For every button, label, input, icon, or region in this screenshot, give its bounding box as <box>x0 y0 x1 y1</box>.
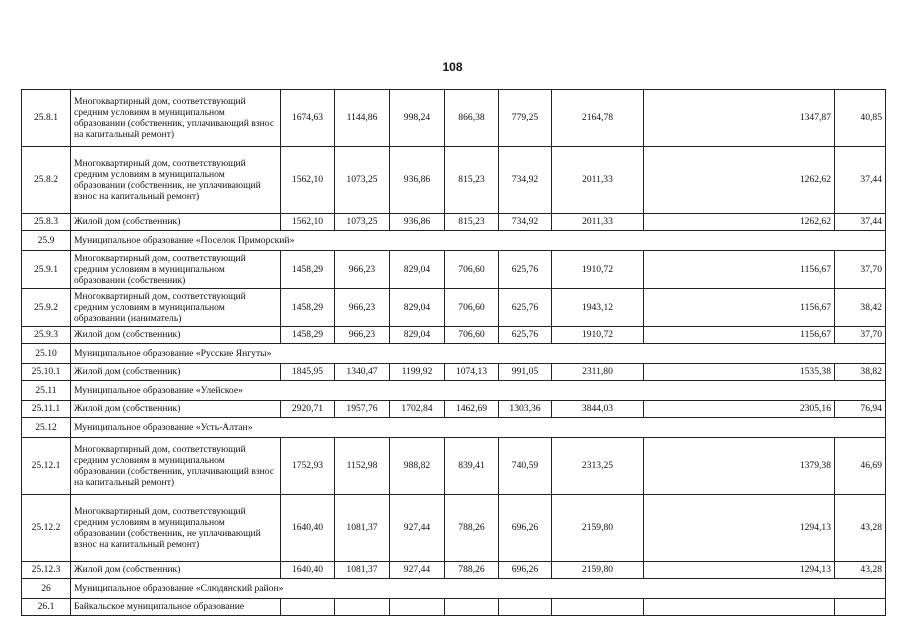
value-cell-3: 829,04 <box>390 289 445 327</box>
value-cell-3: 1702,84 <box>390 401 445 418</box>
value-cell-1: 1845,95 <box>281 364 335 381</box>
row-name: Многоквартирный дом, соответствующий средним условиям в муниципальном образовании (собственник, уплачивающий взнос на капитальный ремонт) <box>71 438 281 495</box>
value-cell-7: 1156,67 <box>644 289 835 327</box>
value-cell-8: 46,69 <box>835 438 886 495</box>
section-title: Муниципальное образование «Усть-Алтан» <box>71 418 886 438</box>
value-cell-3: 829,04 <box>390 251 445 289</box>
value-cell-8: 43,28 <box>835 562 886 579</box>
value-cell-6: 2311,80 <box>552 364 644 381</box>
value-cell-7: 1379,38 <box>644 438 835 495</box>
value-cell-6: 1910,72 <box>552 251 644 289</box>
value-cell-3: 936,86 <box>390 147 445 214</box>
page-number: 108 <box>442 60 463 74</box>
section-row <box>22 579 886 599</box>
value-cell-7: 1535,38 <box>644 364 835 381</box>
value-cell-5: 734,92 <box>499 214 552 231</box>
row-name: Байкальское муниципальное образование <box>71 599 281 616</box>
value-cell-4: 788,26 <box>445 562 499 579</box>
row-code: 25.8.3 <box>22 214 71 231</box>
value-cell-6: 1910,72 <box>552 327 644 344</box>
value-cell-8: 37,70 <box>835 327 886 344</box>
value-cell-4: 839,41 <box>445 438 499 495</box>
value-cell-8: 37,44 <box>835 214 886 231</box>
value-cell-1: 1674,63 <box>281 90 335 147</box>
value-cell-1: 1752,93 <box>281 438 335 495</box>
value-cell-4 <box>445 599 499 616</box>
value-cell-4: 706,60 <box>445 327 499 344</box>
value-cell-5: 779,25 <box>499 90 552 147</box>
row-code: 25.9.3 <box>22 327 71 344</box>
row-code: 25.12.3 <box>22 562 71 579</box>
section-row <box>22 231 886 251</box>
row-name: Многоквартирный дом, соответствующий средним условиям в муниципальном образовании (собственник, уплачивающий взнос на капитальный ремонт) <box>71 90 281 147</box>
row-code: 25.11 <box>22 381 71 401</box>
value-cell-6 <box>552 599 644 616</box>
value-cell-5: 625,76 <box>499 327 552 344</box>
value-cell-4: 1462,69 <box>445 401 499 418</box>
row-code: 25.11.1 <box>22 401 71 418</box>
value-cell-4: 815,23 <box>445 214 499 231</box>
value-cell-2: 966,23 <box>335 327 390 344</box>
value-cell-2: 966,23 <box>335 289 390 327</box>
row-code: 25.9.2 <box>22 289 71 327</box>
value-cell-6: 2011,33 <box>552 147 644 214</box>
value-cell-2: 1073,25 <box>335 147 390 214</box>
value-cell-4: 1074,13 <box>445 364 499 381</box>
value-cell-5: 1303,36 <box>499 401 552 418</box>
value-cell-1: 1640,40 <box>281 495 335 562</box>
value-cell-2: 1340,47 <box>335 364 390 381</box>
value-cell-5: 696,26 <box>499 562 552 579</box>
value-cell-1: 2920,71 <box>281 401 335 418</box>
value-cell-3: 1199,92 <box>390 364 445 381</box>
value-cell-5: 625,76 <box>499 251 552 289</box>
value-cell-2: 966,23 <box>335 251 390 289</box>
table-row <box>22 562 886 579</box>
value-cell-4: 788,26 <box>445 495 499 562</box>
tariff-table <box>21 89 886 616</box>
value-cell-4: 866,38 <box>445 90 499 147</box>
value-cell-2: 1144,86 <box>335 90 390 147</box>
value-cell-5: 734,92 <box>499 147 552 214</box>
value-cell-8: 40,85 <box>835 90 886 147</box>
row-code: 25.10.1 <box>22 364 71 381</box>
row-name: Жилой дом (собственник) <box>71 327 281 344</box>
row-code: 26 <box>22 579 71 599</box>
value-cell-8 <box>835 599 886 616</box>
row-code: 25.8.2 <box>22 147 71 214</box>
value-cell-5: 696,26 <box>499 495 552 562</box>
value-cell-5: 991,05 <box>499 364 552 381</box>
value-cell-6: 1943,12 <box>552 289 644 327</box>
row-name: Жилой дом (собственник) <box>71 401 281 418</box>
row-code: 25.8.1 <box>22 90 71 147</box>
value-cell-7: 1347,87 <box>644 90 835 147</box>
row-code: 25.9.1 <box>22 251 71 289</box>
value-cell-6: 3844,03 <box>552 401 644 418</box>
table-row <box>22 214 886 231</box>
row-code: 25.9 <box>22 231 71 251</box>
value-cell-1 <box>281 599 335 616</box>
value-cell-2: 1081,37 <box>335 495 390 562</box>
value-cell-3: 829,04 <box>390 327 445 344</box>
table-row <box>22 401 886 418</box>
table-row <box>22 599 886 616</box>
table-row <box>22 495 886 562</box>
value-cell-7: 2305,16 <box>644 401 835 418</box>
value-cell-7: 1294,13 <box>644 562 835 579</box>
row-name: Многоквартирный дом, соответствующий средним условиям в муниципальном образовании (наниматель) <box>71 289 281 327</box>
value-cell-6: 2313,25 <box>552 438 644 495</box>
value-cell-4: 706,60 <box>445 289 499 327</box>
value-cell-6: 2159,80 <box>552 562 644 579</box>
row-code: 25.12.2 <box>22 495 71 562</box>
value-cell-3: 988,82 <box>390 438 445 495</box>
section-title: Муниципальное образование «Слюдянский район» <box>71 579 886 599</box>
value-cell-7: 1156,67 <box>644 327 835 344</box>
value-cell-7 <box>644 599 835 616</box>
table-row <box>22 364 886 381</box>
value-cell-8: 43,28 <box>835 495 886 562</box>
table-row <box>22 251 886 289</box>
value-cell-3: 936,86 <box>390 214 445 231</box>
value-cell-2: 1081,37 <box>335 562 390 579</box>
value-cell-5: 740,59 <box>499 438 552 495</box>
row-name: Жилой дом (собственник) <box>71 364 281 381</box>
value-cell-1: 1458,29 <box>281 289 335 327</box>
value-cell-7: 1294,13 <box>644 495 835 562</box>
row-name: Многоквартирный дом, соответствующий средним условиям в муниципальном образовании (собственник, не уплачивающий взнос на капитальный ремонт) <box>71 147 281 214</box>
value-cell-8: 38,42 <box>835 289 886 327</box>
value-cell-6: 2164,78 <box>552 90 644 147</box>
table-row <box>22 438 886 495</box>
row-code: 25.12 <box>22 418 71 438</box>
section-row <box>22 344 886 364</box>
value-cell-7: 1262,62 <box>644 147 835 214</box>
table-row <box>22 327 886 344</box>
value-cell-8: 76,94 <box>835 401 886 418</box>
value-cell-7: 1262,62 <box>644 214 835 231</box>
value-cell-8: 37,70 <box>835 251 886 289</box>
value-cell-1: 1458,29 <box>281 327 335 344</box>
row-name: Многоквартирный дом, соответствующий средним условиям в муниципальном образовании (собственник) <box>71 251 281 289</box>
value-cell-2: 1152,98 <box>335 438 390 495</box>
section-row <box>22 418 886 438</box>
value-cell-1: 1640,40 <box>281 562 335 579</box>
table-row <box>22 289 886 327</box>
row-name: Жилой дом (собственник) <box>71 562 281 579</box>
value-cell-2: 1957,76 <box>335 401 390 418</box>
value-cell-8: 37,44 <box>835 147 886 214</box>
row-code: 26.1 <box>22 599 71 616</box>
row-name: Многоквартирный дом, соответствующий средним условиям в муниципальном образовании (собственник, не уплачивающий взнос на капитальный ремонт) <box>71 495 281 562</box>
value-cell-5 <box>499 599 552 616</box>
value-cell-3: 927,44 <box>390 562 445 579</box>
value-cell-1: 1458,29 <box>281 251 335 289</box>
row-name: Жилой дом (собственник) <box>71 214 281 231</box>
value-cell-2 <box>335 599 390 616</box>
row-code: 25.10 <box>22 344 71 364</box>
section-title: Муниципальное образование «Улейское» <box>71 381 886 401</box>
value-cell-4: 706,60 <box>445 251 499 289</box>
section-title: Муниципальное образование «Русские Янгуты» <box>71 344 886 364</box>
value-cell-4: 815,23 <box>445 147 499 214</box>
value-cell-7: 1156,67 <box>644 251 835 289</box>
value-cell-6: 2159,80 <box>552 495 644 562</box>
section-row <box>22 381 886 401</box>
table-row <box>22 147 886 214</box>
value-cell-5: 625,76 <box>499 289 552 327</box>
table-row <box>22 90 886 147</box>
value-cell-1: 1562,10 <box>281 214 335 231</box>
value-cell-8: 38,82 <box>835 364 886 381</box>
value-cell-2: 1073,25 <box>335 214 390 231</box>
section-title: Муниципальное образование «Поселок Приморский» <box>71 231 886 251</box>
row-code: 25.12.1 <box>22 438 71 495</box>
value-cell-3: 927,44 <box>390 495 445 562</box>
value-cell-3 <box>390 599 445 616</box>
value-cell-1: 1562,10 <box>281 147 335 214</box>
value-cell-6: 2011,33 <box>552 214 644 231</box>
value-cell-3: 998,24 <box>390 90 445 147</box>
